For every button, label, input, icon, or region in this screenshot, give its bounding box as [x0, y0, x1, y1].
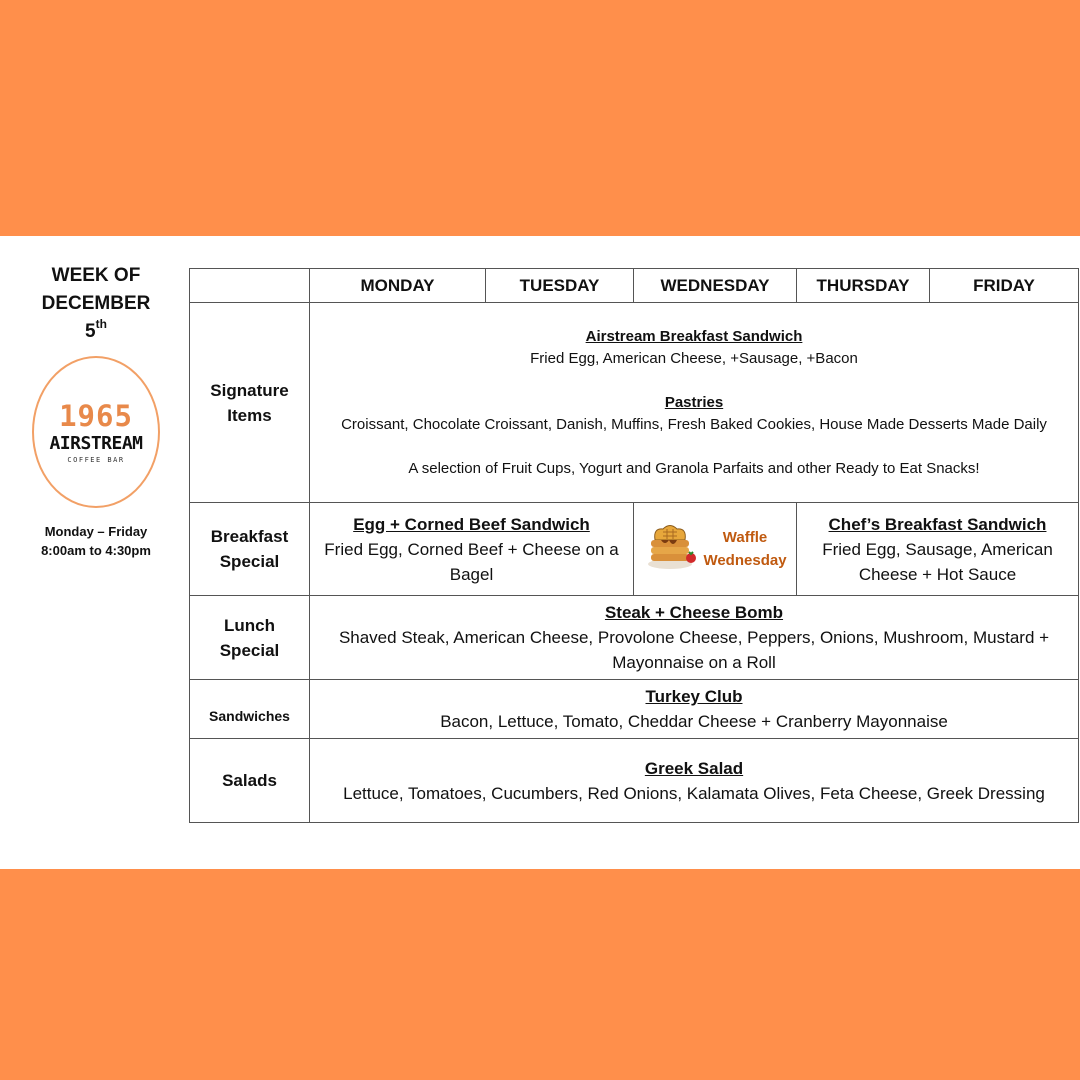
opening-hours: [20, 522, 172, 560]
day-header-thursday: THURSDAY: [797, 269, 930, 303]
salads-row: [190, 739, 1079, 823]
row-label-signature: [190, 303, 310, 503]
row-label-breakfast-text: Breakfast Special: [210, 527, 289, 571]
lunch-desc: Shaved Steak, American Cheese, Provolone Cheese, Peppers, Onions, Mushroom, Mustard + Mayonnaise on a Roll: [338, 628, 1050, 672]
row-label-salads: Salads: [190, 739, 310, 823]
lunch-special-cell: [310, 596, 1079, 680]
top-orange-band: [0, 0, 1080, 236]
waffle-icon: [643, 518, 699, 581]
signature-sandwich-desc: Fried Egg, American Cheese, +Sausage, +Bacon: [530, 349, 858, 367]
row-label-lunch: [190, 596, 310, 680]
sandwiches-row: [190, 680, 1079, 739]
breakfast-left-title: Egg + Corned Beef Sandwich: [353, 514, 590, 534]
weekly-menu-table: [189, 268, 1079, 823]
day-header-tuesday: TUESDAY: [486, 269, 634, 303]
lunch-title: Steak + Cheese Bomb: [604, 603, 784, 622]
week-day: 5: [85, 321, 96, 342]
left-info-column: [20, 262, 172, 560]
breakfast-right-desc: Fried Egg, Sausage, American Cheese + Hot Sauce: [822, 539, 1053, 584]
week-line1: WEEK OF: [51, 265, 141, 286]
signature-row: [190, 303, 1079, 503]
week-day-suffix: th: [95, 316, 107, 331]
row-label-lunch-text: Lunch Special: [219, 615, 280, 660]
week-date: [20, 318, 172, 346]
lunch-row: [190, 596, 1079, 680]
breakfast-mon-tue-cell: [310, 503, 634, 596]
signature-items-cell: [310, 303, 1079, 503]
day-header-friday: FRIDAY: [930, 269, 1079, 303]
snacks-note: A selection of Fruit Cups, Yogurt and Granola Parfaits and other Ready to Eat Snacks!: [408, 459, 980, 477]
salads-title: Greek Salad: [644, 758, 744, 778]
bottom-orange-band: [0, 869, 1080, 1080]
day-header-monday: MONDAY: [310, 269, 486, 303]
row-label-sandwiches: Sandwiches: [190, 680, 310, 739]
waffle-line2: Wednesday: [703, 552, 787, 569]
row-label-signature-text: Signature Items: [210, 380, 289, 425]
hours-time: 8:00am to 4:30pm: [41, 543, 151, 558]
row-label-breakfast: [190, 503, 310, 596]
hours-days: Monday – Friday: [44, 524, 148, 539]
sandwiches-title: Turkey Club: [645, 687, 743, 706]
pastries-desc: Croissant, Chocolate Croissant, Danish, Muffins, Fresh Baked Cookies, House Made Desserts Made Daily: [341, 415, 1047, 433]
signature-sandwich-title: Airstream Breakfast Sandwich: [585, 327, 803, 345]
waffle-line1: Waffle: [722, 529, 768, 546]
week-line2: DECEMBER: [41, 293, 151, 314]
breakfast-left-desc: Fried Egg, Corned Beef + Cheese on a Bagel: [324, 539, 619, 584]
corner-cell: [190, 269, 310, 303]
pastries-title: Pastries: [664, 393, 724, 411]
waffle-wednesday-label: [703, 526, 786, 572]
salads-desc: Lettuce, Tomatoes, Cucumbers, Red Onions, Kalamata Olives, Feta Cheese, Greek Dressing: [343, 783, 1045, 803]
logo-year: 1965: [59, 399, 133, 433]
sandwiches-cell: [310, 680, 1079, 739]
day-header-wednesday: WEDNESDAY: [634, 269, 797, 303]
logo-name: AIRSTREAM: [49, 433, 143, 454]
sandwiches-desc: Bacon, Lettuce, Tomato, Cheddar Cheese + Cranberry Mayonnaise: [440, 712, 948, 731]
breakfast-right-title: Chef’s Breakfast Sandwich: [828, 514, 1047, 534]
breakfast-wednesday-cell: [634, 503, 797, 596]
week-heading: [20, 262, 172, 346]
header-row: [190, 269, 1079, 303]
breakfast-row: [190, 503, 1079, 596]
logo-tagline: COFFEE BAR: [67, 456, 125, 464]
airstream-logo: [32, 356, 160, 508]
breakfast-thu-fri-cell: [797, 503, 1079, 596]
salads-cell: [310, 739, 1079, 823]
